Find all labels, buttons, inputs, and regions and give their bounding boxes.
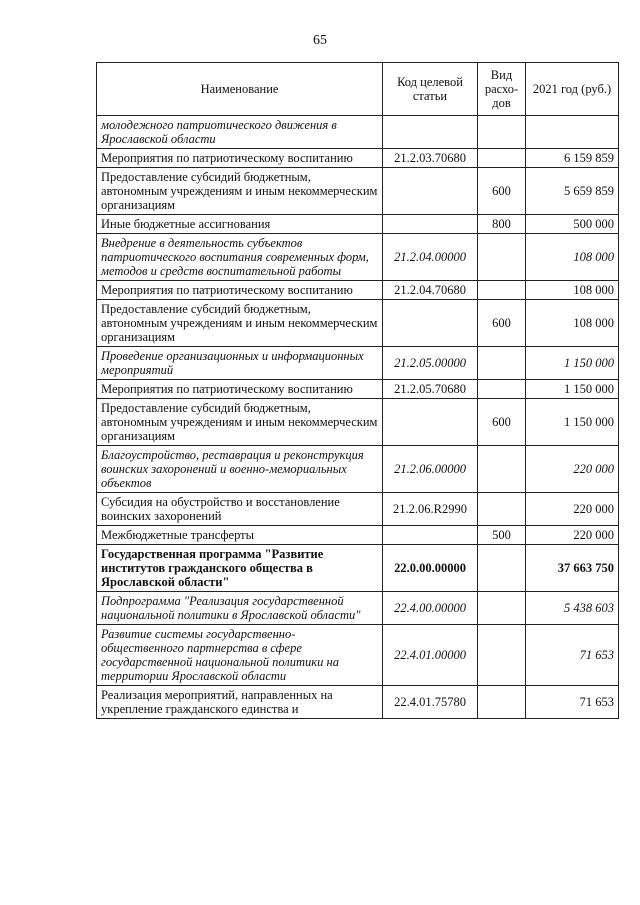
header-amount: 2021 год (руб.)	[526, 63, 619, 116]
cell-amount: 37 663 750	[526, 545, 619, 592]
cell-code: 21.2.05.00000	[383, 347, 478, 380]
cell-code	[383, 168, 478, 215]
cell-kind	[478, 625, 526, 686]
table-row	[97, 149, 619, 168]
cell-name: Реализация мероприятий, направленных на укрепление гражданского единства и	[97, 686, 383, 719]
cell-amount: 1 150 000	[526, 347, 619, 380]
cell-name: Благоустройство, реставрация и реконструкция воинских захоронений и военно-мемориальных объектов	[97, 446, 383, 493]
cell-kind	[478, 347, 526, 380]
cell-amount: 220 000	[526, 526, 619, 545]
cell-amount: 108 000	[526, 300, 619, 347]
table-row	[97, 168, 619, 215]
cell-code: 21.2.04.70680	[383, 281, 478, 300]
table-row	[97, 625, 619, 686]
cell-amount: 6 159 859	[526, 149, 619, 168]
cell-code: 22.4.00.00000	[383, 592, 478, 625]
table-row	[97, 300, 619, 347]
cell-code: 22.0.00.00000	[383, 545, 478, 592]
cell-name: Внедрение в деятельность субъектов патриотического воспитания современных форм, методов и средств воспитательной работы	[97, 234, 383, 281]
cell-kind	[478, 545, 526, 592]
cell-name: Предоставление субсидий бюджетным, автономным учреждениям и иным некоммерческим организациям	[97, 399, 383, 446]
cell-amount: 220 000	[526, 493, 619, 526]
cell-name: Развитие системы государственно-общественного партнерства в сфере государственной национальной политики на территории Ярославской области	[97, 625, 383, 686]
cell-amount	[526, 116, 619, 149]
cell-kind: 600	[478, 399, 526, 446]
cell-kind	[478, 493, 526, 526]
cell-amount: 500 000	[526, 215, 619, 234]
table-header-row	[97, 63, 619, 116]
cell-kind	[478, 116, 526, 149]
cell-name: Межбюджетные трансферты	[97, 526, 383, 545]
cell-kind	[478, 149, 526, 168]
cell-amount: 71 653	[526, 625, 619, 686]
cell-kind: 500	[478, 526, 526, 545]
header-name: Наименование	[97, 63, 383, 116]
table-row	[97, 399, 619, 446]
table-body	[97, 116, 619, 719]
cell-name: Мероприятия по патриотическому воспитанию	[97, 149, 383, 168]
cell-code	[383, 399, 478, 446]
cell-code: 21.2.05.70680	[383, 380, 478, 399]
cell-amount: 220 000	[526, 446, 619, 493]
cell-code: 21.2.06.00000	[383, 446, 478, 493]
cell-kind: 600	[478, 168, 526, 215]
table-row	[97, 380, 619, 399]
table-row	[97, 116, 619, 149]
cell-amount: 108 000	[526, 234, 619, 281]
cell-amount: 1 150 000	[526, 399, 619, 446]
cell-kind	[478, 380, 526, 399]
cell-amount: 71 653	[526, 686, 619, 719]
table-row	[97, 215, 619, 234]
cell-name: Мероприятия по патриотическому воспитанию	[97, 281, 383, 300]
cell-code: 22.4.01.00000	[383, 625, 478, 686]
table-row	[97, 446, 619, 493]
budget-table	[96, 62, 619, 719]
page-number: 65	[313, 33, 327, 48]
table-row	[97, 281, 619, 300]
table-row	[97, 526, 619, 545]
cell-amount: 1 150 000	[526, 380, 619, 399]
table-row	[97, 686, 619, 719]
table-row	[97, 347, 619, 380]
cell-kind	[478, 686, 526, 719]
cell-kind: 800	[478, 215, 526, 234]
cell-kind	[478, 234, 526, 281]
cell-code	[383, 215, 478, 234]
cell-kind	[478, 592, 526, 625]
cell-name: Государственная программа "Развитие институтов гражданского общества в Ярославской области"	[97, 545, 383, 592]
cell-name: молодежного патриотического движения в Ярославской области	[97, 116, 383, 149]
table-row	[97, 592, 619, 625]
table-row	[97, 493, 619, 526]
table-row	[97, 545, 619, 592]
cell-name: Субсидия на обустройство и восстановление воинских захоронений	[97, 493, 383, 526]
table-row	[97, 234, 619, 281]
cell-name: Иные бюджетные ассигнования	[97, 215, 383, 234]
cell-code: 21.2.04.00000	[383, 234, 478, 281]
cell-code	[383, 116, 478, 149]
cell-code: 21.2.03.70680	[383, 149, 478, 168]
cell-kind	[478, 281, 526, 300]
cell-name: Мероприятия по патриотическому воспитанию	[97, 380, 383, 399]
cell-name: Проведение организационных и информационных мероприятий	[97, 347, 383, 380]
cell-code: 21.2.06.R2990	[383, 493, 478, 526]
cell-amount: 5 659 859	[526, 168, 619, 215]
cell-name: Предоставление субсидий бюджетным, автономным учреждениям и иным некоммерческим организациям	[97, 300, 383, 347]
cell-code	[383, 300, 478, 347]
cell-code: 22.4.01.75780	[383, 686, 478, 719]
cell-amount: 108 000	[526, 281, 619, 300]
cell-amount: 5 438 603	[526, 592, 619, 625]
cell-kind: 600	[478, 300, 526, 347]
header-kind: Вид расхо-дов	[478, 63, 526, 116]
cell-kind	[478, 446, 526, 493]
cell-name: Подпрограмма "Реализация государственной национальной политики в Ярославской области"	[97, 592, 383, 625]
cell-code	[383, 526, 478, 545]
header-code: Код целевой статьи	[383, 63, 478, 116]
cell-name: Предоставление субсидий бюджетным, автономным учреждениям и иным некоммерческим организациям	[97, 168, 383, 215]
